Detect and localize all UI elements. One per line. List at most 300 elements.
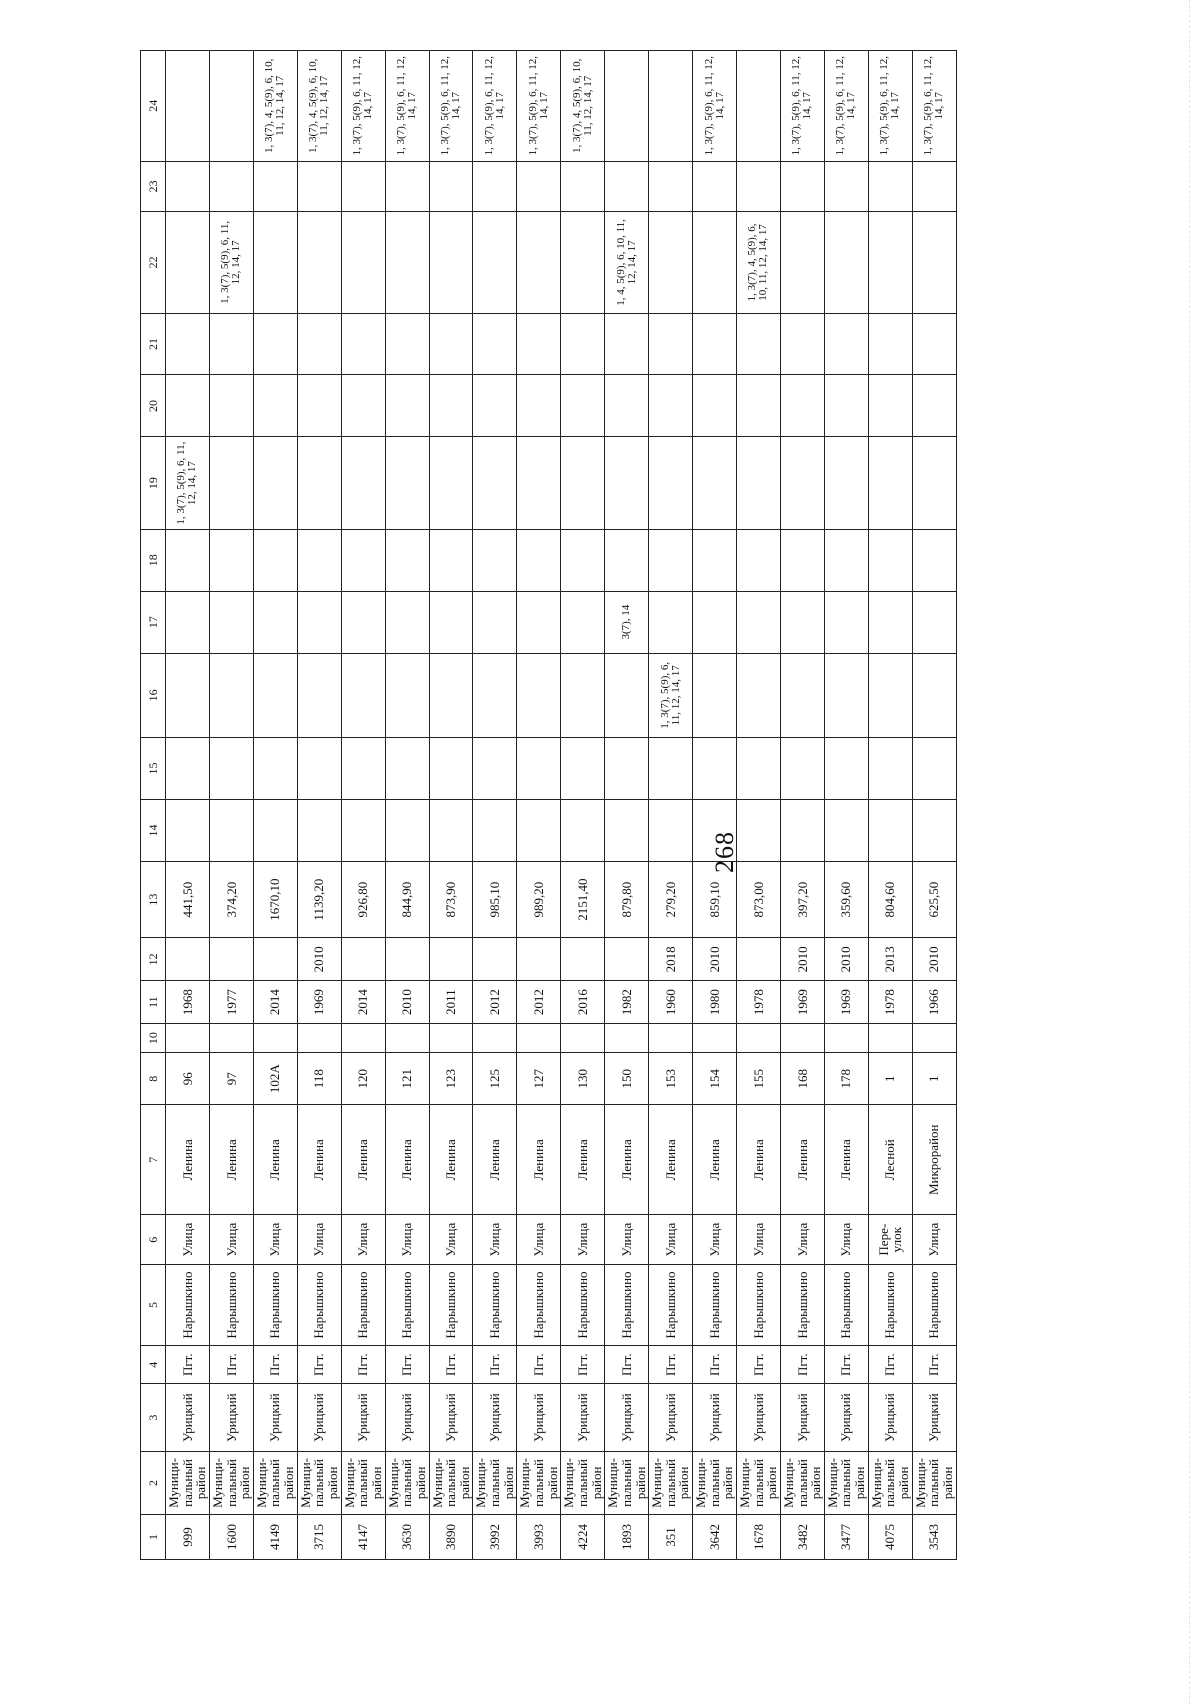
table-cell: 1139,20 <box>297 861 341 938</box>
table-cell <box>649 161 693 212</box>
table-row <box>561 51 605 1560</box>
table-cell <box>473 529 517 591</box>
table-cell: 1 <box>868 1053 912 1105</box>
table-cell <box>517 313 561 375</box>
table-cell: 397,20 <box>780 861 824 938</box>
table-cell: 3890 <box>429 1514 473 1559</box>
table-cell <box>824 313 868 375</box>
table-cell: 2014 <box>341 981 385 1024</box>
table-cell <box>561 437 605 529</box>
table-cell <box>649 529 693 591</box>
table-cell: Нарышкино <box>473 1264 517 1345</box>
table-row <box>693 51 737 1560</box>
table-cell: 1, 4, 5(9), 6, 10, 11, 12, 14, 17 <box>605 212 649 313</box>
table-cell: 96 <box>166 1053 210 1105</box>
table-cell: 2010 <box>385 981 429 1024</box>
table-cell: 1, 3(7), 5(9), 6, 11, 12, 14, 17 <box>868 51 912 162</box>
table-cell: Пгт. <box>561 1346 605 1384</box>
table-cell: 155 <box>736 1053 780 1105</box>
table-row <box>780 51 824 1560</box>
table-cell: 1, 3(7), 5(9), 6, 11, 12, 14, 17 <box>473 51 517 162</box>
table-cell: 804,60 <box>868 861 912 938</box>
table-cell: Муници-пальный район <box>166 1451 210 1514</box>
table-cell: Улица <box>385 1215 429 1265</box>
table-cell: 1893 <box>605 1514 649 1559</box>
table-cell: 154 <box>693 1053 737 1105</box>
table-cell <box>209 529 253 591</box>
table-cell <box>297 375 341 437</box>
table-cell <box>780 437 824 529</box>
table-cell <box>517 738 561 800</box>
table-cell: Муници-пальный район <box>649 1451 693 1514</box>
table-cell: 4224 <box>561 1514 605 1559</box>
table-cell: Пгт. <box>693 1346 737 1384</box>
table-cell <box>517 529 561 591</box>
table-cell: Урицкий <box>736 1384 780 1452</box>
table-cell: Ленина <box>736 1105 780 1215</box>
table-cell <box>561 529 605 591</box>
table-cell <box>297 738 341 800</box>
table-cell <box>736 938 780 981</box>
table-cell: 351 <box>649 1514 693 1559</box>
table-cell <box>780 738 824 800</box>
table-cell: 625,50 <box>912 861 956 938</box>
table-cell: Улица <box>824 1215 868 1265</box>
table-cell <box>429 591 473 653</box>
table-cell <box>693 161 737 212</box>
table-cell: Ленина <box>693 1105 737 1215</box>
table-cell: 1982 <box>605 981 649 1024</box>
table-row <box>253 51 297 1560</box>
table-cell <box>693 212 737 313</box>
table-cell <box>605 437 649 529</box>
table-cell: Урицкий <box>780 1384 824 1452</box>
table-cell <box>209 375 253 437</box>
table-row <box>209 51 253 1560</box>
column-header: 23 <box>141 161 166 212</box>
column-header: 20 <box>141 375 166 437</box>
table-cell: 2012 <box>517 981 561 1024</box>
table-cell: 125 <box>473 1053 517 1105</box>
table-cell: Муници-пальный район <box>561 1451 605 1514</box>
table-cell <box>253 653 297 737</box>
table-cell <box>693 653 737 737</box>
table-cell <box>780 653 824 737</box>
table-cell: Урицкий <box>649 1384 693 1452</box>
table-cell: 127 <box>517 1053 561 1105</box>
table-cell: 1, 3(7), 4, 5(9), 6, 10, 11, 12, 14, 17 <box>297 51 341 162</box>
table-cell <box>429 313 473 375</box>
table-cell: Ленина <box>473 1105 517 1215</box>
table-cell: 118 <box>297 1053 341 1105</box>
column-header: 17 <box>141 591 166 653</box>
table-cell <box>297 1024 341 1053</box>
table-cell: 2010 <box>824 938 868 981</box>
table-cell <box>649 212 693 313</box>
table-cell <box>166 653 210 737</box>
table-cell <box>253 591 297 653</box>
table-cell: 1966 <box>912 981 956 1024</box>
table-cell <box>912 591 956 653</box>
table-cell <box>473 161 517 212</box>
table-cell <box>473 653 517 737</box>
table-cell <box>429 1024 473 1053</box>
table-cell: 2011 <box>429 981 473 1024</box>
table-cell <box>473 437 517 529</box>
table-cell: 1, 3(7), 5(9), 6, 11, 12, 14, 17 <box>166 437 210 529</box>
column-header: 11 <box>141 981 166 1024</box>
table-cell <box>561 1024 605 1053</box>
table-cell: Ленина <box>297 1105 341 1215</box>
table-cell: Нарышкино <box>341 1264 385 1345</box>
table-cell <box>693 799 737 861</box>
table-cell: Пгт. <box>912 1346 956 1384</box>
table-cell <box>561 212 605 313</box>
table-cell: Пгт. <box>166 1346 210 1384</box>
table-cell: Ленина <box>209 1105 253 1215</box>
table-cell: 1960 <box>649 981 693 1024</box>
table-cell <box>780 313 824 375</box>
table-cell: 1, 3(7), 4, 5(9), 6, 10, 11, 12, 14, 17 <box>253 51 297 162</box>
table-cell: Ленина <box>341 1105 385 1215</box>
table-row <box>517 51 561 1560</box>
table-cell <box>605 313 649 375</box>
table-cell <box>605 51 649 162</box>
table-cell: 1969 <box>780 981 824 1024</box>
table-cell: 1, 3(7), 4, 5(9), 6, 10, 11, 12, 14, 17 <box>736 212 780 313</box>
table-cell: Улица <box>780 1215 824 1265</box>
table-cell <box>736 591 780 653</box>
table-cell: Урицкий <box>297 1384 341 1452</box>
table-cell <box>429 375 473 437</box>
table-cell: 1978 <box>736 981 780 1024</box>
table-cell <box>517 437 561 529</box>
column-header: 7 <box>141 1105 166 1215</box>
table-cell <box>517 938 561 981</box>
table-cell <box>912 161 956 212</box>
register-table <box>140 50 957 1560</box>
table-cell <box>297 653 341 737</box>
column-header: 21 <box>141 313 166 375</box>
table-cell: 2151,40 <box>561 861 605 938</box>
table-cell: 1, 3(7), 5(9), 6, 11, 12, 14, 17 <box>780 51 824 162</box>
table-cell <box>429 738 473 800</box>
table-cell: 1 <box>912 1053 956 1105</box>
column-header: 13 <box>141 861 166 938</box>
table-cell: Урицкий <box>517 1384 561 1452</box>
table-cell: 1969 <box>297 981 341 1024</box>
table-cell <box>868 437 912 529</box>
table-cell: Пере-улок <box>868 1215 912 1265</box>
table-cell <box>693 313 737 375</box>
table-cell <box>605 653 649 737</box>
table-cell: 3477 <box>824 1514 868 1559</box>
table-cell <box>473 212 517 313</box>
table-cell: 1977 <box>209 981 253 1024</box>
table-cell <box>649 1024 693 1053</box>
table-cell: Ленина <box>429 1105 473 1215</box>
table-cell <box>385 653 429 737</box>
table-cell: 2010 <box>693 938 737 981</box>
column-header: 16 <box>141 653 166 737</box>
table-cell <box>736 529 780 591</box>
table-cell <box>429 653 473 737</box>
table-cell <box>209 313 253 375</box>
table-cell <box>780 212 824 313</box>
table-cell <box>341 161 385 212</box>
table-cell: Улица <box>341 1215 385 1265</box>
column-header: 5 <box>141 1264 166 1345</box>
table-cell <box>297 313 341 375</box>
table-cell: Пгт. <box>473 1346 517 1384</box>
table-cell <box>473 738 517 800</box>
table-cell <box>341 212 385 313</box>
table-cell <box>912 799 956 861</box>
table-cell <box>429 161 473 212</box>
table-cell <box>253 212 297 313</box>
table-cell: 873,00 <box>736 861 780 938</box>
table-cell <box>517 799 561 861</box>
table-cell: Улица <box>736 1215 780 1265</box>
table-cell: 279,20 <box>649 861 693 938</box>
table-row <box>912 51 956 1560</box>
table-cell <box>868 161 912 212</box>
table-cell <box>824 529 868 591</box>
table-cell: Улица <box>209 1215 253 1265</box>
table-cell <box>517 375 561 437</box>
table-cell: Муници-пальный район <box>868 1451 912 1514</box>
column-header: 3 <box>141 1384 166 1452</box>
table-cell <box>736 375 780 437</box>
table-cell <box>868 212 912 313</box>
table-cell <box>253 938 297 981</box>
table-row <box>341 51 385 1560</box>
table-cell: 3482 <box>780 1514 824 1559</box>
table-cell <box>824 738 868 800</box>
table-cell <box>429 529 473 591</box>
table-cell: Нарышкино <box>297 1264 341 1345</box>
table-cell: 123 <box>429 1053 473 1105</box>
table-cell: Нарышкино <box>780 1264 824 1345</box>
table-cell: Нарышкино <box>429 1264 473 1345</box>
table-cell <box>605 1024 649 1053</box>
table-cell <box>912 313 956 375</box>
table-cell: Урицкий <box>209 1384 253 1452</box>
table-cell <box>209 738 253 800</box>
table-cell: Нарышкино <box>649 1264 693 1345</box>
table-cell: Пгт. <box>385 1346 429 1384</box>
table-cell: Улица <box>166 1215 210 1265</box>
table-cell <box>253 1024 297 1053</box>
table-cell: 1, 3(7), 4, 5(9), 6, 10, 11, 12, 14, 17 <box>561 51 605 162</box>
table-cell: 1980 <box>693 981 737 1024</box>
table-cell: 153 <box>649 1053 693 1105</box>
table-cell: Пгт. <box>297 1346 341 1384</box>
table-cell: Нарышкино <box>605 1264 649 1345</box>
table-cell <box>429 938 473 981</box>
rotated-table-wrapper <box>140 50 955 1560</box>
column-header: 18 <box>141 529 166 591</box>
table-cell: 3992 <box>473 1514 517 1559</box>
table-cell <box>912 529 956 591</box>
table-cell: Нарышкино <box>868 1264 912 1345</box>
table-cell <box>209 653 253 737</box>
table-cell: Нарышкино <box>693 1264 737 1345</box>
table-cell <box>473 938 517 981</box>
table-cell <box>297 161 341 212</box>
table-cell <box>209 51 253 162</box>
table-cell <box>912 738 956 800</box>
table-cell: Нарышкино <box>517 1264 561 1345</box>
table-cell: Урицкий <box>166 1384 210 1452</box>
table-cell: Ленина <box>780 1105 824 1215</box>
table-cell <box>166 738 210 800</box>
table-cell <box>473 799 517 861</box>
table-row <box>473 51 517 1560</box>
table-cell: Улица <box>253 1215 297 1265</box>
table-cell <box>473 375 517 437</box>
table-cell: Микрорайон <box>912 1105 956 1215</box>
table-cell: 150 <box>605 1053 649 1105</box>
table-cell <box>649 313 693 375</box>
table-cell: 374,20 <box>209 861 253 938</box>
table-cell <box>649 591 693 653</box>
column-header: 24 <box>141 51 166 162</box>
table-cell: Урицкий <box>473 1384 517 1452</box>
table-cell: 3642 <box>693 1514 737 1559</box>
table-cell <box>341 313 385 375</box>
table-cell <box>385 738 429 800</box>
table-cell: 3(7), 14 <box>605 591 649 653</box>
table-row <box>736 51 780 1560</box>
table-cell: Урицкий <box>385 1384 429 1452</box>
table-cell <box>253 375 297 437</box>
table-cell: Улица <box>561 1215 605 1265</box>
table-cell: Лесной <box>868 1105 912 1215</box>
table-cell <box>912 212 956 313</box>
column-header: 1 <box>141 1514 166 1559</box>
table-cell: 859,10 <box>693 861 737 938</box>
table-cell: 178 <box>824 1053 868 1105</box>
column-header: 19 <box>141 437 166 529</box>
table-cell <box>605 799 649 861</box>
column-header: 10 <box>141 1024 166 1053</box>
table-cell: Улица <box>429 1215 473 1265</box>
table-cell <box>693 375 737 437</box>
table-cell <box>385 161 429 212</box>
table-cell <box>736 313 780 375</box>
table-cell: 873,90 <box>429 861 473 938</box>
table-cell <box>736 1024 780 1053</box>
table-cell <box>209 799 253 861</box>
column-header: 2 <box>141 1451 166 1514</box>
table-cell <box>253 437 297 529</box>
table-cell: Улица <box>605 1215 649 1265</box>
table-cell <box>253 529 297 591</box>
table-cell <box>693 738 737 800</box>
table-cell <box>912 1024 956 1053</box>
table-cell <box>780 591 824 653</box>
table-cell: Нарышкино <box>912 1264 956 1345</box>
table-cell <box>693 591 737 653</box>
table-cell: 1670,10 <box>253 861 297 938</box>
table-cell: 844,90 <box>385 861 429 938</box>
page-number: 268 <box>710 831 739 873</box>
table-cell: 3993 <box>517 1514 561 1559</box>
table-cell <box>780 529 824 591</box>
table-cell <box>166 51 210 162</box>
table-cell: Урицкий <box>868 1384 912 1452</box>
table-cell: Пгт. <box>868 1346 912 1384</box>
table-cell: 168 <box>780 1053 824 1105</box>
table-cell: Пгт. <box>649 1346 693 1384</box>
table-cell: 1969 <box>824 981 868 1024</box>
table-cell <box>780 1024 824 1053</box>
table-cell: Муници-пальный район <box>693 1451 737 1514</box>
table-cell <box>166 212 210 313</box>
table-cell: 1600 <box>209 1514 253 1559</box>
table-cell <box>253 161 297 212</box>
column-header: 14 <box>141 799 166 861</box>
table-cell: Ленина <box>824 1105 868 1215</box>
table-cell: Пгт. <box>517 1346 561 1384</box>
table-cell <box>341 591 385 653</box>
table-cell <box>209 938 253 981</box>
table-cell: Муници-пальный район <box>473 1451 517 1514</box>
table-cell: Муници-пальный район <box>385 1451 429 1514</box>
table-cell: Ленина <box>166 1105 210 1215</box>
column-header: 8 <box>141 1053 166 1105</box>
table-cell <box>166 1024 210 1053</box>
table-cell: 4075 <box>868 1514 912 1559</box>
table-cell: Пгт. <box>253 1346 297 1384</box>
table-cell: Нарышкино <box>209 1264 253 1345</box>
table-cell <box>561 653 605 737</box>
table-cell <box>429 799 473 861</box>
table-cell <box>297 529 341 591</box>
table-cell <box>912 375 956 437</box>
table-cell: Нарышкино <box>253 1264 297 1345</box>
table-cell: Муници-пальный район <box>912 1451 956 1514</box>
table-cell <box>561 738 605 800</box>
table-cell: 3630 <box>385 1514 429 1559</box>
table-cell <box>824 375 868 437</box>
table-cell: Ленина <box>649 1105 693 1215</box>
table-cell: Муници-пальный район <box>517 1451 561 1514</box>
table-row <box>429 51 473 1560</box>
table-cell: 2016 <box>561 981 605 1024</box>
table-cell <box>868 313 912 375</box>
table-cell <box>297 437 341 529</box>
table-cell: 1, 3(7), 5(9), 6, 11, 12, 14, 17 <box>824 51 868 162</box>
table-cell: Ленина <box>253 1105 297 1215</box>
table-cell <box>166 799 210 861</box>
table-cell <box>385 375 429 437</box>
table-cell: 1, 3(7), 5(9), 6, 11, 12, 14, 17 <box>209 212 253 313</box>
table-cell: 1, 3(7), 5(9), 6, 11, 12, 14, 17 <box>912 51 956 162</box>
table-cell: Ленина <box>605 1105 649 1215</box>
table-cell: Пгт. <box>824 1346 868 1384</box>
table-cell <box>780 161 824 212</box>
table-cell: Муници-пальный район <box>605 1451 649 1514</box>
table-cell <box>166 313 210 375</box>
table-cell: Пгт. <box>209 1346 253 1384</box>
table-cell: 2014 <box>253 981 297 1024</box>
table-cell <box>561 313 605 375</box>
table-cell <box>868 375 912 437</box>
table-cell <box>166 938 210 981</box>
table-cell: Нарышкино <box>824 1264 868 1345</box>
